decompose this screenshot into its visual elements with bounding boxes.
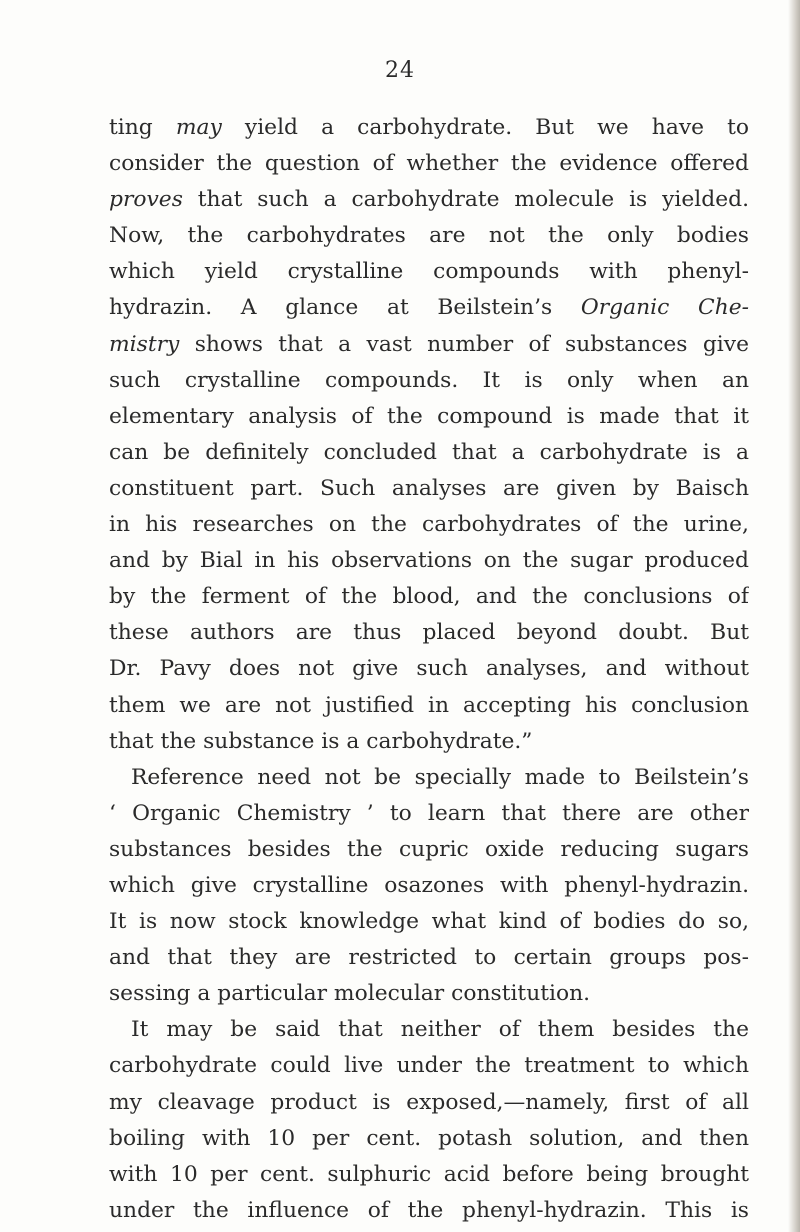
body-text <box>109 110 749 1229</box>
text-run: in his researches on the carbohydrates of the urine, <box>109 512 749 538</box>
text-line <box>109 146 749 182</box>
italic-text: Organic Che- <box>580 295 749 321</box>
text-line <box>109 940 749 976</box>
text-run: which yield crystalline compounds with phenyl- <box>109 259 749 285</box>
text-run: It may be said that neither of them besides the <box>131 1017 749 1043</box>
italic-text: proves <box>109 187 183 213</box>
text-line <box>109 1012 749 1048</box>
text-line <box>109 832 749 868</box>
text-run: elementary analysis of the compound is made that it <box>109 403 749 429</box>
text-line <box>109 543 749 579</box>
text-line <box>109 218 749 254</box>
text-run: sessing a particular molecular constitution. <box>109 981 591 1007</box>
text-line <box>109 1157 749 1193</box>
italic-text: mistry <box>109 331 180 357</box>
text-run: that the substance is a carbohydrate.” <box>109 728 533 754</box>
text-run: and by Bial in his observations on the sugar produced <box>109 548 749 574</box>
text-run: under the influence of the phenyl-hydrazin. This is <box>109 1197 749 1223</box>
text-line <box>109 868 749 904</box>
text-run: Dr. Pavy does not give such analyses, and without <box>109 656 749 682</box>
text-line <box>109 651 749 687</box>
text-line <box>109 290 749 326</box>
text-run: shows that a vast number of substances give <box>179 331 749 357</box>
text-run: consider the question of whether the evidence offered <box>109 151 749 177</box>
text-run: and that they are restricted to certain groups pos- <box>109 945 749 971</box>
text-run: which give crystalline osazones with phenyl-hydrazin. <box>109 872 749 898</box>
text-run: Now, the carbohydrates are not the only bodies <box>109 223 749 249</box>
text-run: my cleavage product is exposed,—namely, first of all <box>109 1089 749 1115</box>
text-run: these authors are thus placed beyond doubt. But <box>109 620 749 646</box>
text-line <box>109 1193 749 1229</box>
text-run: ting <box>109 115 176 140</box>
text-run: ‘ Organic Chemistry ’ to learn that there are other <box>109 800 749 826</box>
text-line <box>109 507 749 543</box>
text-line <box>109 796 749 832</box>
text-line <box>109 1121 749 1157</box>
text-run: It is now stock knowledge what kind of bodies do so, <box>109 909 749 935</box>
text-line <box>109 182 749 218</box>
text-run: such crystalline compounds. It is only when an <box>109 367 749 393</box>
text-run: yield a carbohydrate. But we have to <box>221 115 749 140</box>
text-line <box>109 904 749 940</box>
text-run: them we are not justified in accepting his conclusion <box>109 692 749 718</box>
text-line <box>109 327 749 363</box>
text-run: with 10 per cent. sulphuric acid before being brought <box>109 1161 749 1187</box>
text-run: that such a carbohydrate molecule is yielded. <box>182 187 749 213</box>
text-run: boiling with 10 per cent. potash solution, and then <box>109 1125 749 1151</box>
page-edge-shadow <box>788 0 800 1232</box>
text-line <box>109 1085 749 1121</box>
text-line <box>109 254 749 290</box>
text-line <box>109 110 749 146</box>
text-line <box>109 724 749 760</box>
page-number: 24 <box>385 58 415 83</box>
text-line <box>109 579 749 615</box>
italic-text: may <box>175 115 222 140</box>
text-line <box>109 399 749 435</box>
text-line <box>109 1048 749 1084</box>
text-line <box>109 688 749 724</box>
text-line <box>109 615 749 651</box>
text-run: constituent part. Such analyses are given by Baisch <box>109 475 749 501</box>
text-line <box>109 435 749 471</box>
text-run: hydrazin. A glance at Beilstein’s <box>109 295 581 321</box>
text-run: Reference need not be specially made to Beilstein’s <box>131 764 749 790</box>
text-run: can be definitely concluded that a carbohydrate is a <box>109 439 749 465</box>
text-run: carbohydrate could live under the treatment to which <box>109 1053 749 1079</box>
text-line <box>109 363 749 399</box>
text-line <box>109 471 749 507</box>
text-run: substances besides the cupric oxide reducing sugars <box>109 836 749 862</box>
text-line <box>109 976 749 1012</box>
text-run: by the ferment of the blood, and the conclusions of <box>109 584 749 610</box>
text-line <box>109 760 749 796</box>
